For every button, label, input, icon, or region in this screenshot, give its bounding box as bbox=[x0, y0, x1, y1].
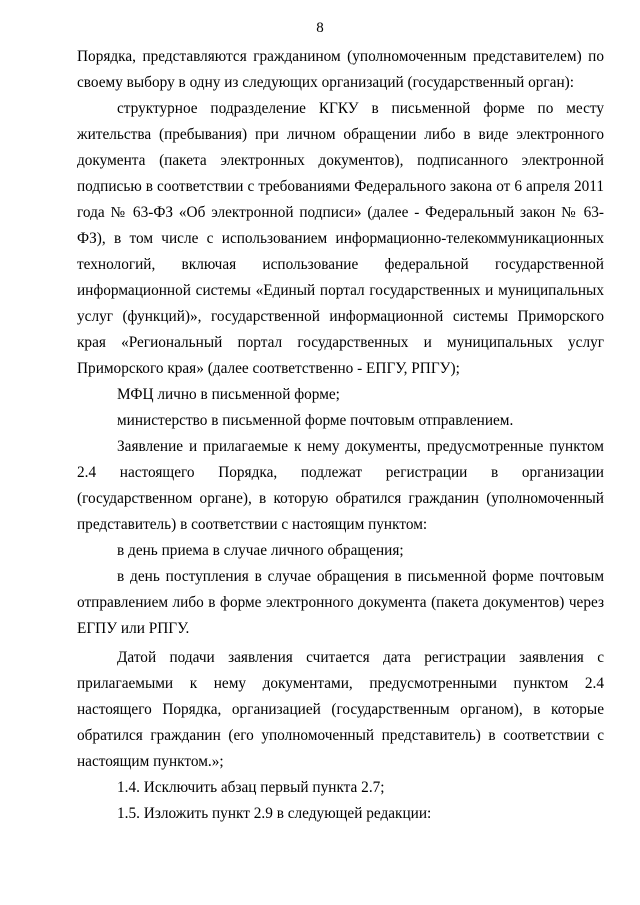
paragraph-filing-date: Датой подачи заявления считается дата регистрации заявления с прилагаемыми к нему документами, предусмотренными пунктом 2.4 настоящего Порядка, организацией (государственным органом), в которые обратился гражданин (его уполномоченный представитель) в соответствии с настоящим пунктом.»; bbox=[77, 649, 604, 770]
paragraph-continuation: Порядка, представляются гражданином (уполномоченным представителем) по своему выбору в одну из следующих организаций (государственный орган): bbox=[77, 48, 604, 91]
paragraph-receipt-day: в день поступления в случае обращения в письменной форме почтовым отправлением либо в форме электронного документа (пакета документов) через ЕГПУ или РПГУ. bbox=[77, 568, 604, 637]
paragraph-kgku: структурное подразделение КГКУ в письменной форме по месту жительства (пребывания) при личном обращении либо в виде электронного документа (пакета электронных документов), подписанного электронной подписью в соответствии с требованиями Федерального закона от 6 апреля 2011 года № 63-ФЗ «Об электронной подписи» (далее - Федеральный закон № 63-ФЗ), в том числе с использованием информационно-телекоммуникационных технологий, включая использование федеральной государственной информационной системы «Единый портал государственных и муниципальных услуг (функций)», государственной информационной системы Приморского края «Региональный портал государственных и муниципальных услуг Приморского края» (далее соответственно - ЕПГУ, РПГУ); bbox=[77, 100, 604, 377]
paragraph-item-1-4: 1.4. Исключить абзац первый пункта 2.7; bbox=[117, 779, 385, 796]
paragraph-reception-day: в день приема в случае личного обращения; bbox=[117, 542, 404, 559]
page-number: 8 bbox=[316, 20, 324, 36]
paragraph-registration: Заявление и прилагаемые к нему документы, предусмотренные пунктом 2.4 настоящего Порядка, подлежат регистрации в организации (государственном органе), в которую обратился гражданин (уполномоченный представитель) в соответствии с настоящим пунктом: bbox=[77, 438, 604, 533]
paragraph-ministry: министерство в письменной форме почтовым отправлением. bbox=[117, 412, 514, 429]
document-body bbox=[77, 44, 604, 827]
paragraph-item-1-5: 1.5. Изложить пункт 2.9 в следующей редакции: bbox=[117, 805, 432, 822]
paragraph-mfc: МФЦ лично в письменной форме; bbox=[117, 386, 340, 403]
